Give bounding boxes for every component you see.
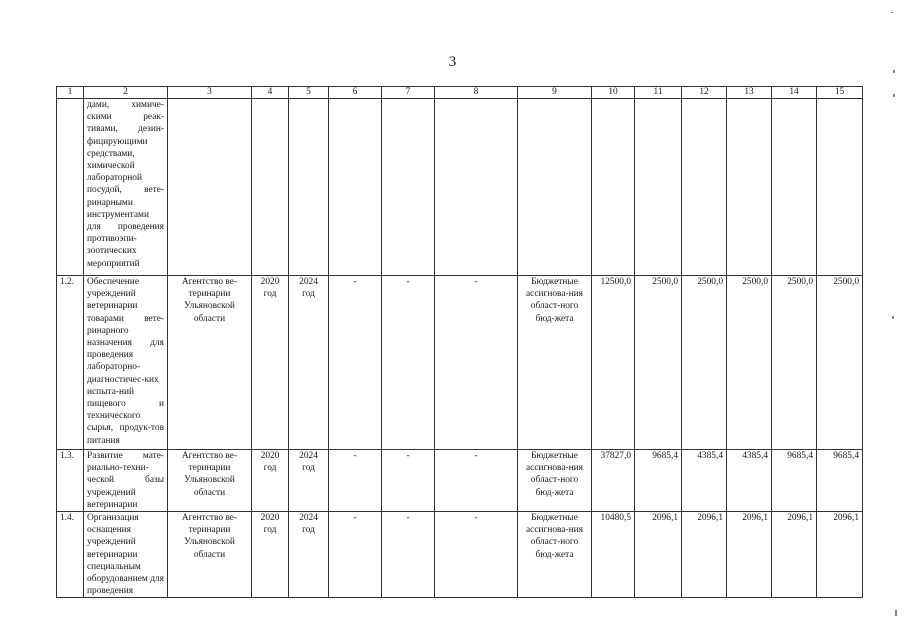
page-number: 3 — [448, 54, 457, 70]
column-number: 15 — [817, 87, 863, 99]
column-number: 11 — [635, 87, 682, 99]
amount-value — [772, 99, 817, 276]
column-number: 13 — [727, 87, 772, 99]
end-year — [289, 99, 329, 276]
funding-source — [518, 99, 592, 276]
start-year — [252, 99, 289, 276]
column-number: 7 — [382, 87, 435, 99]
total-amount: 12500,0 — [592, 276, 635, 450]
funding-source: Бюджетные ассигнова-ния област-ного бюд-жета — [518, 276, 592, 450]
activity-name: дами, химиче-скими реак-тивами, дезин-фицирующими средствами, химической лабораторной посудой, вете-ринарными инструментами для проведения противоэпи-зоотических мероприятий — [84, 99, 168, 276]
amount-value: 2500,0 — [772, 276, 817, 450]
total-amount: 10480,5 — [592, 512, 635, 598]
amount-value: 2096,1 — [682, 512, 727, 598]
column-number: 6 — [329, 87, 382, 99]
amount-value: 9685,4 — [817, 450, 863, 512]
executor: Агентство ве-теринарии Ульяновской области — [168, 450, 252, 512]
activity-name: Развитие мате-риально-техни-ческой базы учреждений ветеринарии — [84, 450, 168, 512]
scan-speck — [892, 316, 894, 319]
end-year: 2024 год — [289, 450, 329, 512]
column-number: 12 — [682, 87, 727, 99]
total-amount — [592, 99, 635, 276]
column-number: 9 — [518, 87, 592, 99]
amount-value: 2500,0 — [727, 276, 772, 450]
column-number: 2 — [84, 87, 168, 99]
start-year: 2020 год — [252, 276, 289, 450]
program-activities-table — [56, 86, 863, 598]
activity-name: Обеспечение учреждений ветеринарии товарами вете-ринарного назначения для проведения лабораторно-диагностичес-ких испыта-ний пищевого и технического сырья, продук-тов питания — [84, 276, 168, 450]
row-index: 1.4. — [57, 512, 84, 598]
cell-col7: - — [382, 276, 435, 450]
column-number: 14 — [772, 87, 817, 99]
activity-name: Организация оснащения учреждений ветеринарии специальным оборудованием для проведения — [84, 512, 168, 598]
executor: Агентство ве-теринарии Ульяновской области — [168, 512, 252, 598]
column-number-row — [57, 87, 863, 99]
row-index: 1.3. — [57, 450, 84, 512]
cell-col6 — [329, 99, 382, 276]
column-number: 3 — [168, 87, 252, 99]
cell-col6: - — [329, 512, 382, 598]
end-year: 2024 год — [289, 512, 329, 598]
end-year: 2024 год — [289, 276, 329, 450]
amount-value: 2096,1 — [635, 512, 682, 598]
total-amount: 37827,0 — [592, 450, 635, 512]
column-number: 5 — [289, 87, 329, 99]
cell-col8: - — [435, 276, 518, 450]
amount-value: 2500,0 — [635, 276, 682, 450]
cell-col8: - — [435, 512, 518, 598]
start-year: 2020 год — [252, 512, 289, 598]
scan-speck — [893, 94, 895, 97]
funding-source: Бюджетные ассигнова-ния област-ного бюд-жета — [518, 512, 592, 598]
table-row — [57, 450, 863, 512]
scan-speck — [895, 610, 897, 616]
cell-col7 — [382, 99, 435, 276]
scan-speck — [891, 12, 893, 13]
start-year: 2020 год — [252, 450, 289, 512]
amount-value: 2096,1 — [772, 512, 817, 598]
amount-value: 9685,4 — [635, 450, 682, 512]
amount-value: 4385,4 — [682, 450, 727, 512]
column-number: 1 — [57, 87, 84, 99]
amount-value — [727, 99, 772, 276]
cell-col8: - — [435, 450, 518, 512]
amount-value: 2500,0 — [817, 276, 863, 450]
amount-value — [635, 99, 682, 276]
amount-value: 2096,1 — [817, 512, 863, 598]
column-number: 8 — [435, 87, 518, 99]
scan-speck — [893, 70, 895, 73]
funding-source: Бюджетные ассигнова-ния област-ного бюд-жета — [518, 450, 592, 512]
row-index: 1.2. — [57, 276, 84, 450]
executor: Агентство ве-теринарии Ульяновской области — [168, 276, 252, 450]
column-number: 4 — [252, 87, 289, 99]
table-row — [57, 512, 863, 598]
amount-value: 2096,1 — [727, 512, 772, 598]
amount-value: 9685,4 — [772, 450, 817, 512]
table-row — [57, 276, 863, 450]
amount-value — [682, 99, 727, 276]
cell-col6: - — [329, 450, 382, 512]
row-index — [57, 99, 84, 276]
column-number: 10 — [592, 87, 635, 99]
cell-col8 — [435, 99, 518, 276]
cell-col7: - — [382, 512, 435, 598]
table-row — [57, 99, 863, 276]
amount-value — [817, 99, 863, 276]
cell-col7: - — [382, 450, 435, 512]
executor — [168, 99, 252, 276]
cell-col6: - — [329, 276, 382, 450]
amount-value: 2500,0 — [682, 276, 727, 450]
amount-value: 4385,4 — [727, 450, 772, 512]
